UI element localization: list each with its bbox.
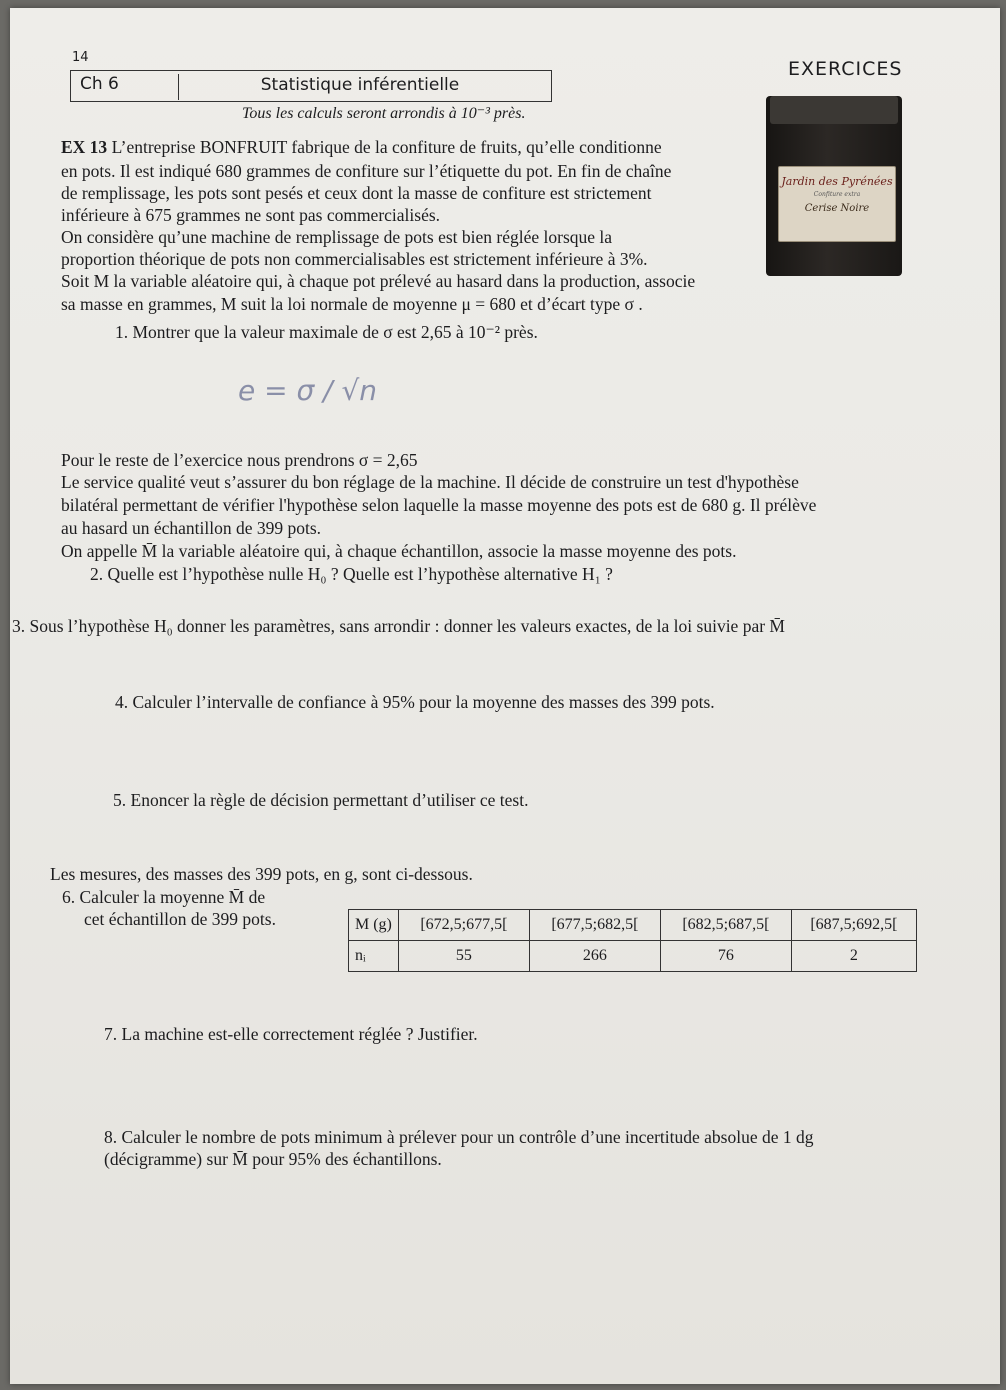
middle-line-5: On appelle M̄ la variable aléatoire qui, à chaque échantillon, associe la masse moyenne des pots. xyxy=(61,541,737,561)
row-header-mass: M (g) xyxy=(349,910,399,941)
question-1: 1. Montrer que la valeur maximale de σ est 2,65 à 10⁻² près. xyxy=(115,322,538,342)
jar-label xyxy=(778,166,896,242)
middle-line-2: Le service qualité veut s’assurer du bon réglage de la machine. Il décide de construire un test d'hypothèse xyxy=(61,472,799,492)
page-number: 14 xyxy=(72,50,89,65)
question-8-line-1: 8. Calculer le nombre de pots minimum à prélever pour un contrôle d’une incertitude absolue de 1 dg xyxy=(104,1127,814,1147)
middle-line-1: Pour le reste de l’exercice nous prendrons σ = 2,65 xyxy=(61,450,418,470)
handwritten-formula xyxy=(238,366,378,426)
jar-flavor: Cerise Noire xyxy=(804,203,870,214)
exercise-intro-line-4: inférieure à 675 grammes ne sont pas commercialisés. xyxy=(61,205,441,225)
exercise-intro-line-8: sa masse en grammes, M suit la loi normale de moyenne μ = 680 et d’écart type σ . xyxy=(61,294,643,314)
middle-line-4: au hasard un échantillon de 399 pots. xyxy=(61,518,322,538)
exercise-intro-line-6: proportion théorique de pots non commercialisables est strictement inférieure à 3%. xyxy=(61,249,648,269)
question-4: 4. Calculer l’intervalle de confiance à 95% pour la moyenne des masses des 399 pots. xyxy=(115,692,715,712)
row-header-count: nᵢ xyxy=(349,941,399,972)
chapter-label: Ch 6 xyxy=(72,74,179,100)
exercise-intro-line-1: EX 13 L’entreprise BONFRUIT fabrique de la confiture de fruits, qu’elle conditionne xyxy=(61,137,662,157)
jar-lid xyxy=(770,96,898,124)
interval-cell: [677,5;682,5[ xyxy=(529,910,660,941)
middle-line-3: bilatéral permettant de vérifier l'hypothèse selon laquelle la masse moyenne des pots est de 680 g. Il prélève xyxy=(61,495,817,515)
section-label: EXERCICES xyxy=(788,58,903,80)
count-cell: 266 xyxy=(529,941,660,972)
question-8-line-2: (décigramme) sur M̄ pour 95% des échantillons. xyxy=(104,1149,442,1169)
table-row xyxy=(349,910,917,941)
rounding-note: Tous les calculs seront arrondis à 10⁻³ près. xyxy=(242,105,526,122)
chapter-title: Statistique inférentielle xyxy=(260,75,460,95)
worksheet-page xyxy=(10,8,1000,1384)
question-6-line-1: 6. Calculer la moyenne M̄ de xyxy=(62,887,266,907)
interval-cell: [687,5;692,5[ xyxy=(791,910,916,941)
jar-brand: Jardin des Pyrénées xyxy=(781,175,893,188)
interval-cell: [672,5;677,5[ xyxy=(398,910,529,941)
count-cell: 55 xyxy=(398,941,529,972)
question-5: 5. Enoncer la règle de décision permettant d’utiliser ce test. xyxy=(113,790,529,810)
interval-cell: [682,5;687,5[ xyxy=(660,910,791,941)
count-cell: 2 xyxy=(791,941,916,972)
question-2: 2. Quelle est l’hypothèse nulle H₀ ? Quelle est l’hypothèse alternative H₁ ? xyxy=(90,564,613,584)
question-6-line-2: cet échantillon de 399 pots. xyxy=(84,909,276,929)
question-7: 7. La machine est-elle correctement réglée ? Justifier. xyxy=(104,1024,478,1044)
jar-subtitle: Confiture extra xyxy=(813,191,861,198)
measures-intro: Les mesures, des masses des 399 pots, en g, sont ci-dessous. xyxy=(50,864,473,884)
exercise-intro-line-7: Soit M la variable aléatoire qui, à chaque pot prélevé au hasard dans la production, associe xyxy=(61,271,696,291)
exercise-number: EX 13 xyxy=(61,137,108,157)
count-cell: 76 xyxy=(660,941,791,972)
exercise-intro-line-3: de remplissage, les pots sont pesés et ceux dont la masse de confiture est strictement xyxy=(61,183,652,203)
exercise-intro-line-2: en pots. Il est indiqué 680 grammes de confiture sur l’étiquette du pot. En fin de chaîne xyxy=(61,161,672,181)
exercise-intro-line-5: On considère qu’une machine de remplissage de pots est bien réglée lorsque la xyxy=(61,227,613,247)
measurements-table xyxy=(348,909,917,972)
handwritten-text: e = σ / √n xyxy=(238,374,378,407)
question-3: 3. Sous l’hypothèse H₀ donner les paramètres, sans arrondir : donner les valeurs exactes, de la loi suivie par M̄ xyxy=(12,616,785,636)
table-row xyxy=(349,941,917,972)
